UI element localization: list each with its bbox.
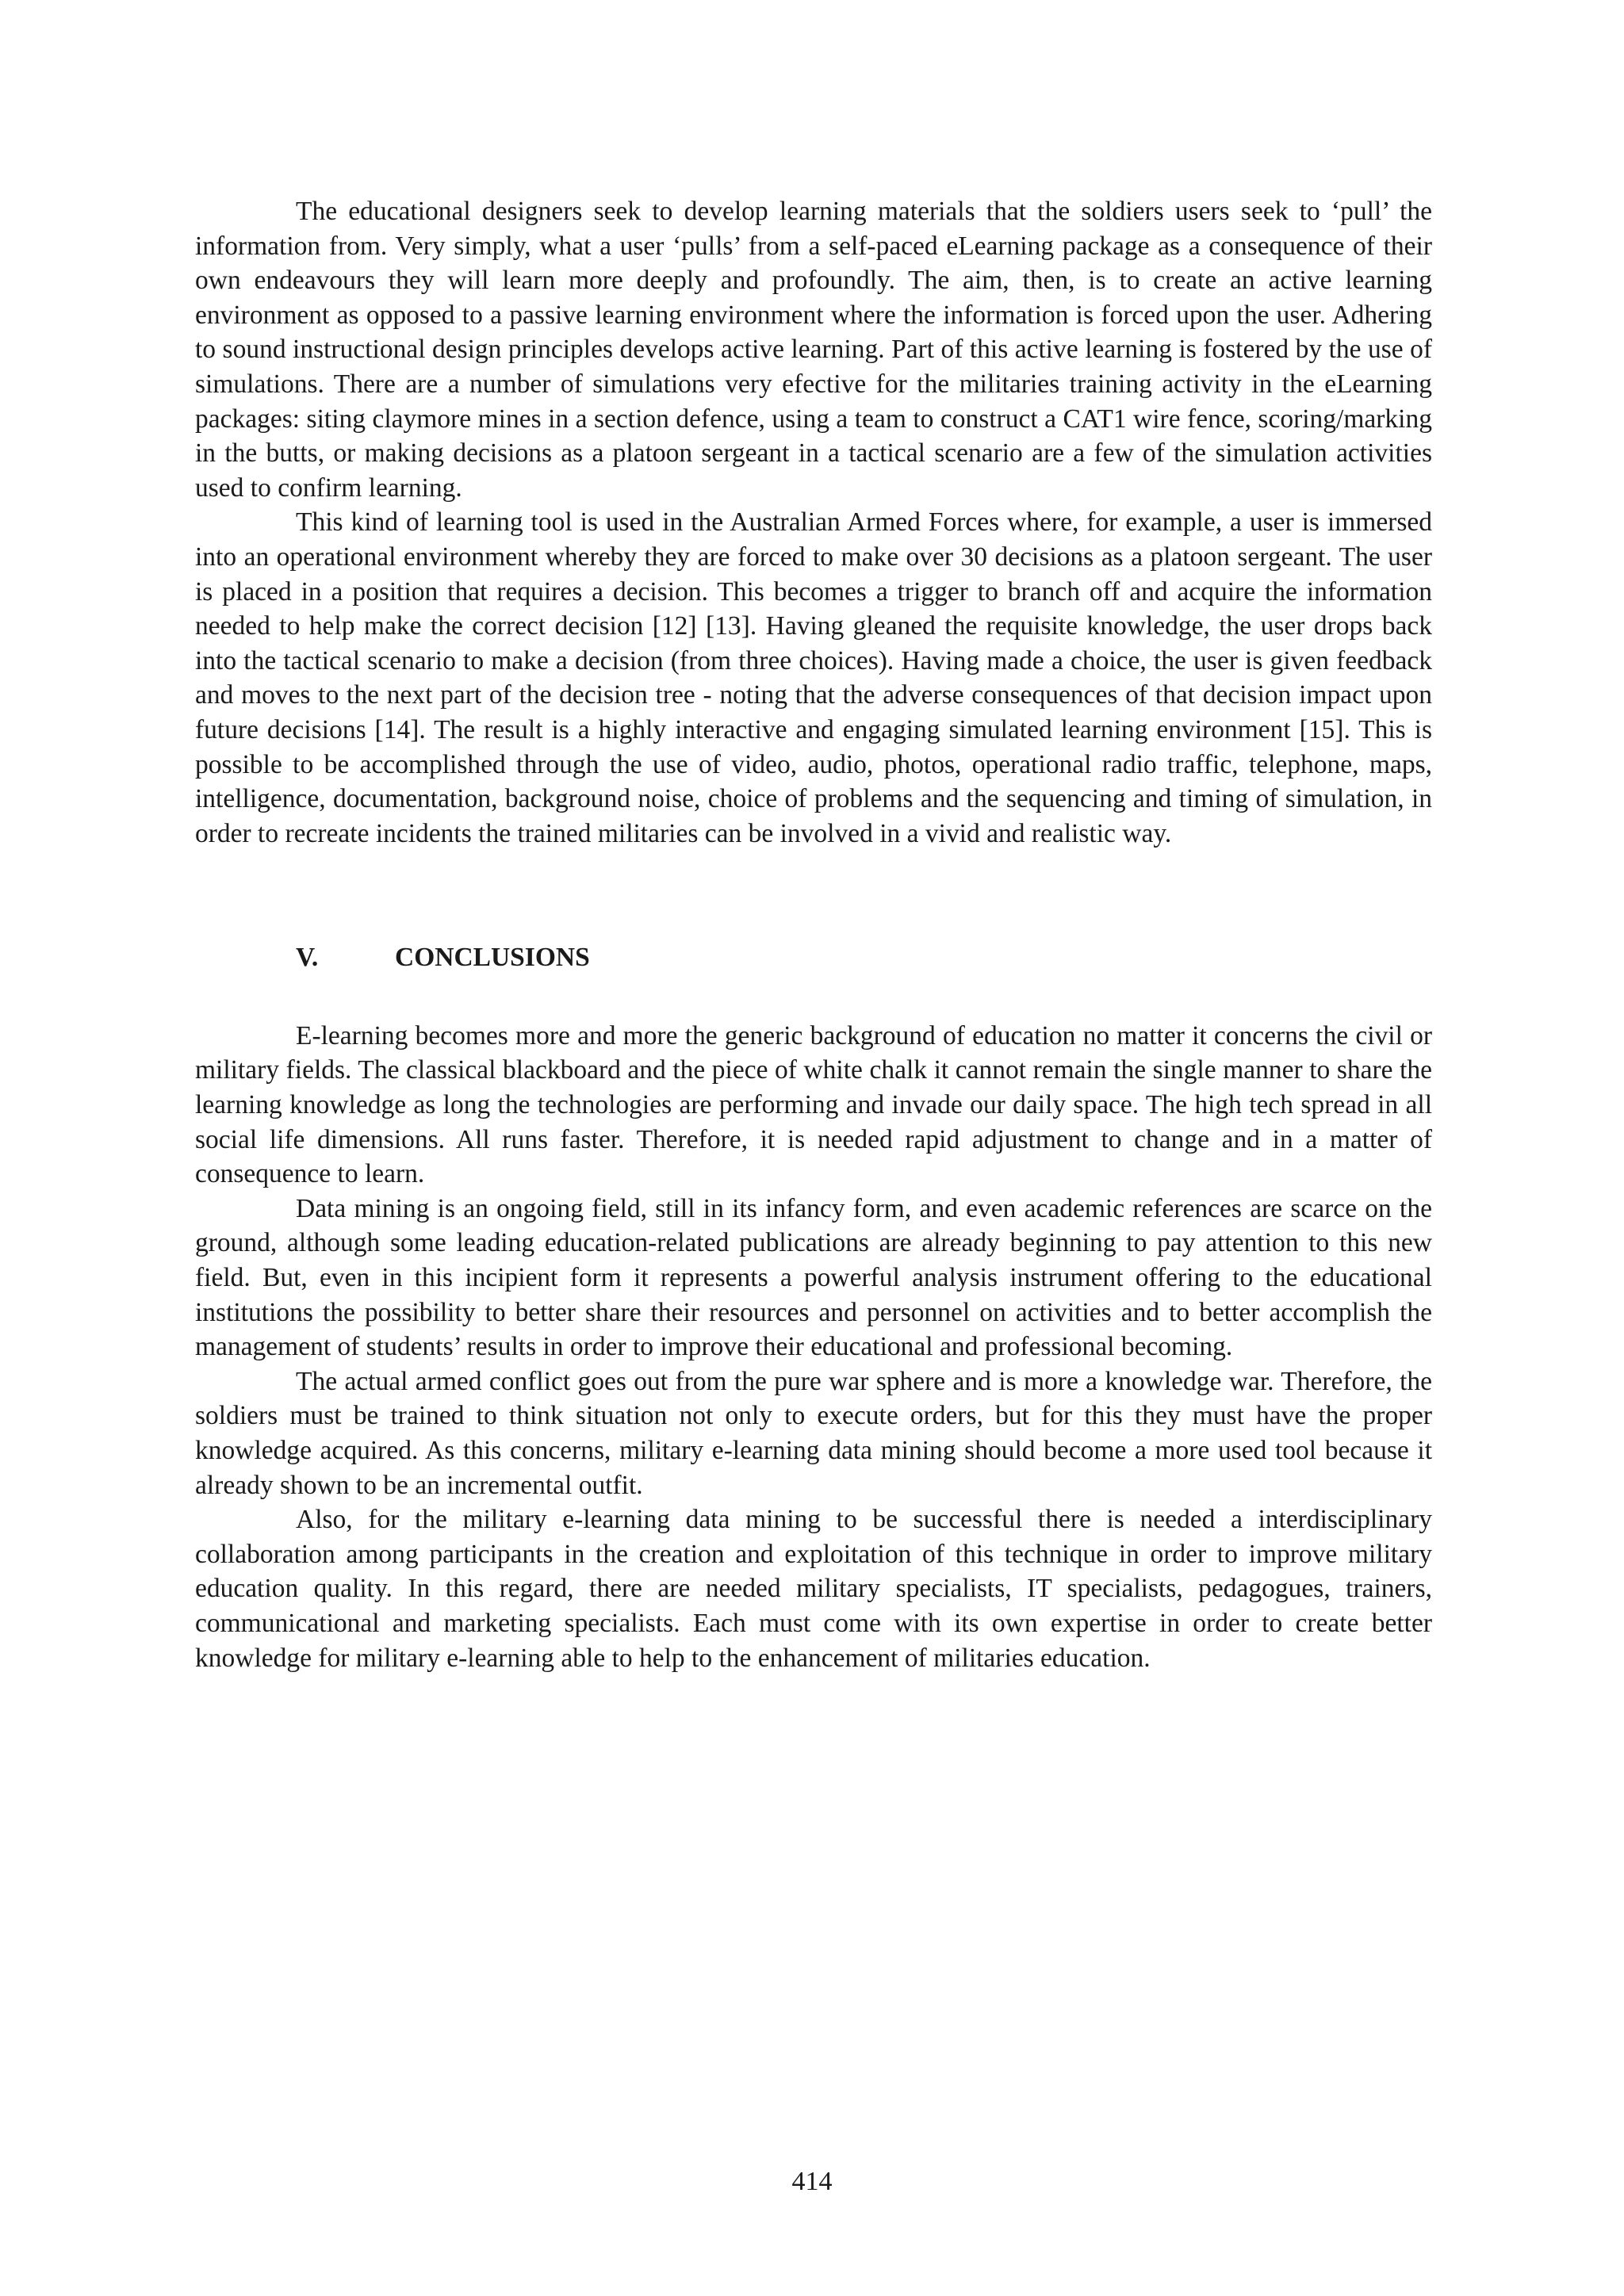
page-number: 414	[791, 2167, 833, 2196]
section-number: V.	[296, 943, 319, 973]
body-paragraph: This kind of learning tool is used in the Australian Armed Forces where, for example, a user is immersed into an operational environment whereby they are forced to make over 30 decisions as a platoon sergeant. The user is placed in a position that requires a decision. This becomes a trigger to branch off and acquire the information needed to help make the correct decision [12] [13]. Having gleaned the requisite knowledge, the user drops back into the tactical scenario to make a decision (from three choices). Having made a choice, the user is given feedback and moves to the next part of the decision tree - noting that the adverse consequences of that decision impact upon future decisions [14]. The result is a highly interactive and engaging simulated learning environment [15]. This is possible to be accomplished through the use of video, audio, photos, operational radio traffic, telephone, maps, intelligence, documentation, background noise, choice of problems and the sequencing and timing of simulation, in order to recreate incidents the trained militaries can be involved in a vivid and realistic way.	[195, 507, 1432, 848]
body-paragraph: Data mining is an ongoing field, still in its infancy form, and even academic references are scarce on the ground, although some leading education-related publications are already beginning to pay attention to this new field. But, even in this incipient form it represents a powerful analysis instrument offering to the educational institutions the possibility to better share their resources and personnel on activities and to better accomplish the management of students’ results in order to improve their educational and professional becoming.	[195, 1193, 1432, 1362]
page-content	[195, 194, 1432, 1675]
body-paragraph: The actual armed conflict goes out from the pure war sphere and is more a knowledge war. Therefore, the soldiers must be trained to think situation not only to execute orders, but for this they must have the proper knowledge acquired. As this concerns, military e-learning data mining should become a more used tool because it already shown to be an incremental outfit.	[195, 1366, 1432, 1500]
body-paragraph: E-learning becomes more and more the generic background of education no matter it concerns the civil or military fields. The classical blackboard and the piece of white chalk it cannot remain the single manner to share the learning knowledge as long the technologies are performing and invade our daily space. The high tech spread in all social life dimensions. All runs faster. Therefore, it is needed rapid adjustment to change and in a matter of consequence to learn.	[195, 1020, 1432, 1189]
section-heading	[195, 940, 1432, 975]
body-paragraph: The educational designers seek to develop learning materials that the soldiers users seek to ‘pull’ the information from. Very simply, what a user ‘pulls’ from a self-paced eLearning package as a consequence of their own endeavours they will learn more deeply and profoundly. The aim, then, is to create an active learning environment as opposed to a passive learning environment where the information is forced upon the user. Adhering to sound instructional design principles develops active learning. Part of this active learning is fostered by the use of simulations. There are a number of simulations very efective for the militaries training activity in the eLearning packages: siting claymore mines in a section defence, using a team to construct a CAT1 wire fence, scoring/marking in the butts, or making decisions as a platoon sergeant in a tactical scenario are a few of the simulation activities used to confirm learning.	[195, 197, 1432, 503]
section-title: CONCLUSIONS	[395, 943, 590, 973]
body-paragraph: Also, for the military e-learning data mining to be successful there is needed a interdisciplinary collaboration among participants in the creation and exploitation of this technique in order to improve military education quality. In this regard, there are needed military specialists, IT specialists, pedagogues, trainers, communicational and marketing specialists. Each must come with its own expertise in order to create better knowledge for military e-learning able to help to the enhancement of militaries education.	[195, 1505, 1432, 1673]
